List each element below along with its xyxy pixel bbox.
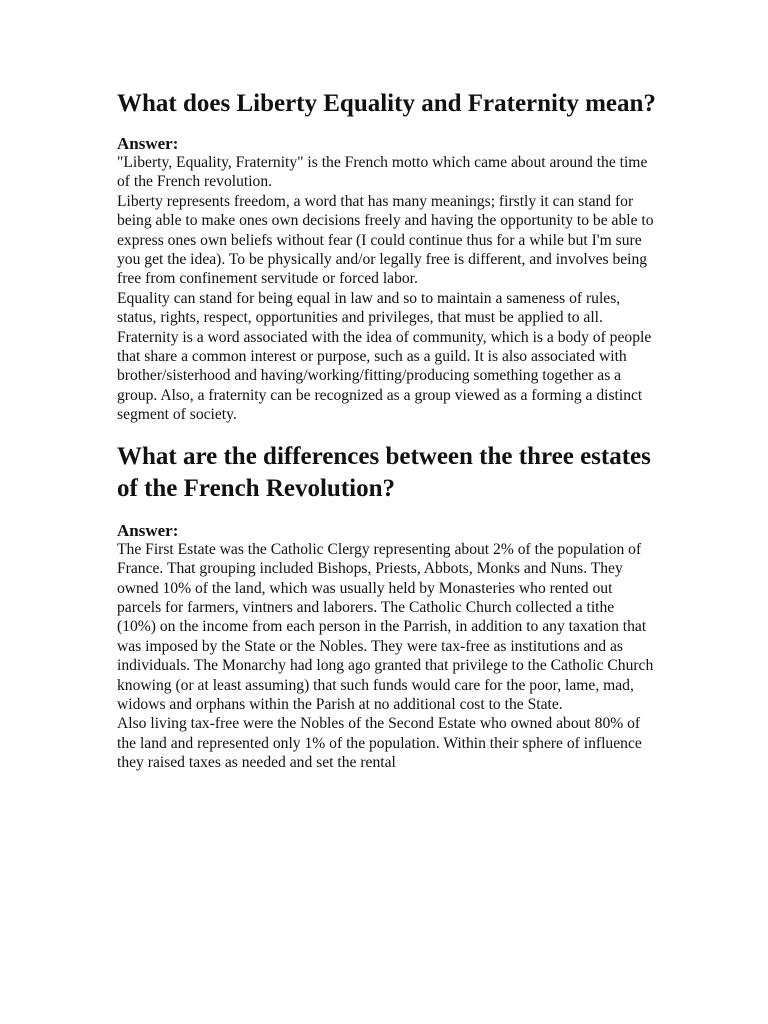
answer-label: Answer: [117, 520, 179, 540]
answer-paragraph: The First Estate was the Catholic Clergy representing about 2% of the population of France. That grouping included Bishops, Priests, Abbots, Monks and Nuns. They owned 10% of the land, which was usually held by Monasteries who rented out parcels for farmers, vintners and laborers. The Catholic Church collected a tithe (10%) on the income from each person in the Parrish, in addition to any taxation that was imposed by the State or the Nobles. They were tax-free as institutions and as individuals. The Monarchy had long ago granted that privilege to the Catholic Church knowing (or at least assuming) that such funds would care for the poor, lame, mad, widows and orphans within the Parish at no additional cost to the State. [117, 540, 654, 713]
section-heading-estates: What are the differences between the three estates of the French Revolution? [117, 442, 651, 502]
document-page [117, 88, 657, 773]
answer-paragraph: "Liberty, Equality, Fraternity" is the French motto which came about around the time of the French revolution. [117, 154, 648, 191]
answer-paragraph: Fraternity is a word associated with the idea of community, which is a body of people that share a common interest or purpose, such as a guild. It is also associated with brother/sisterhood and having/working/fitting/producing something together as a group. Also, a fraternity can be recognized as a group viewed as a forming a distinct segment of society. [117, 328, 652, 424]
section-heading-liberty: What does Liberty Equality and Fraternity mean? [117, 90, 656, 117]
answer-paragraph: Liberty represents freedom, a word that has many meanings; firstly it can stand for being able to make ones own decisions freely and having the opportunity to be able to express ones own beliefs without fear (I could continue thus for a while but I'm sure you get the idea). To be physically and/or legally free is different, and involves being free from confinement servitude or forced labor. [117, 192, 654, 288]
answer-paragraph: Also living tax-free were the Nobles of the Second Estate who owned about 80% of the land and represented only 1% of the population. Within their sphere of influence they raised taxes as needed and set the rental [117, 715, 642, 772]
answer-paragraph: Equality can stand for being equal in law and so to maintain a sameness of rules, status, rights, respect, opportunities and privileges, that must be applied to all. [117, 289, 621, 327]
answer-label: Answer: [117, 134, 179, 153]
